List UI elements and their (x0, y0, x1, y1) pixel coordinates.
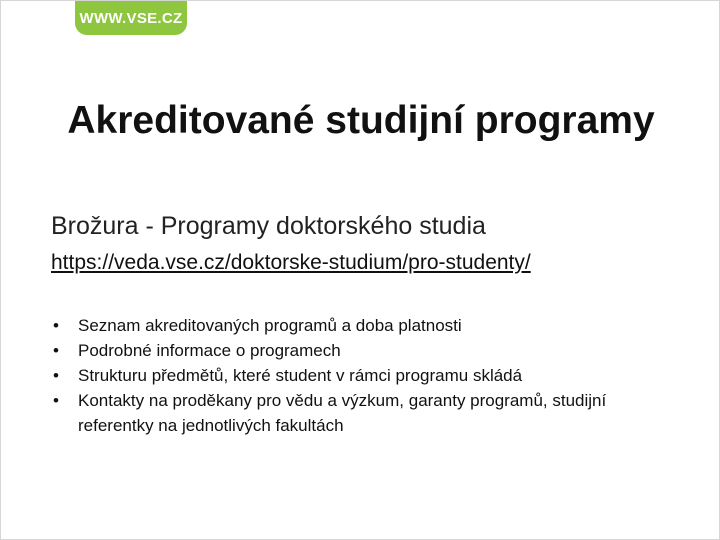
slide-title: Akreditované studijní programy (67, 99, 655, 142)
bullet-dot-icon: • (53, 366, 59, 385)
bullet-item (51, 338, 651, 363)
bullet-text: Kontakty na proděkany pro vědu a výzkum, garanty programů, studijní referentky na jednotlivých fakultách (78, 391, 607, 435)
bullet-list (51, 313, 651, 438)
bullet-dot-icon: • (53, 341, 59, 360)
bullet-text: Podrobné informace o programech (78, 341, 341, 360)
doctoral-study-link[interactable]: https://veda.vse.cz/doktorske-studium/pro-studenty/ (51, 251, 531, 274)
slide-subtitle: Brožura - Programy doktorského studia (51, 212, 486, 240)
bullet-dot-icon: • (53, 316, 59, 335)
bullet-text: Seznam akreditovaných programů a doba platnosti (78, 316, 462, 335)
bullet-text: Strukturu předmětů, které student v rámci programu skládá (78, 366, 523, 385)
bullet-item (51, 363, 651, 388)
logo-text: WWW.VSE.CZ (79, 9, 183, 27)
bullet-item (51, 388, 651, 438)
bullet-item (51, 313, 651, 338)
vse-logo[interactable] (75, 1, 187, 35)
bullet-dot-icon: • (53, 391, 59, 410)
